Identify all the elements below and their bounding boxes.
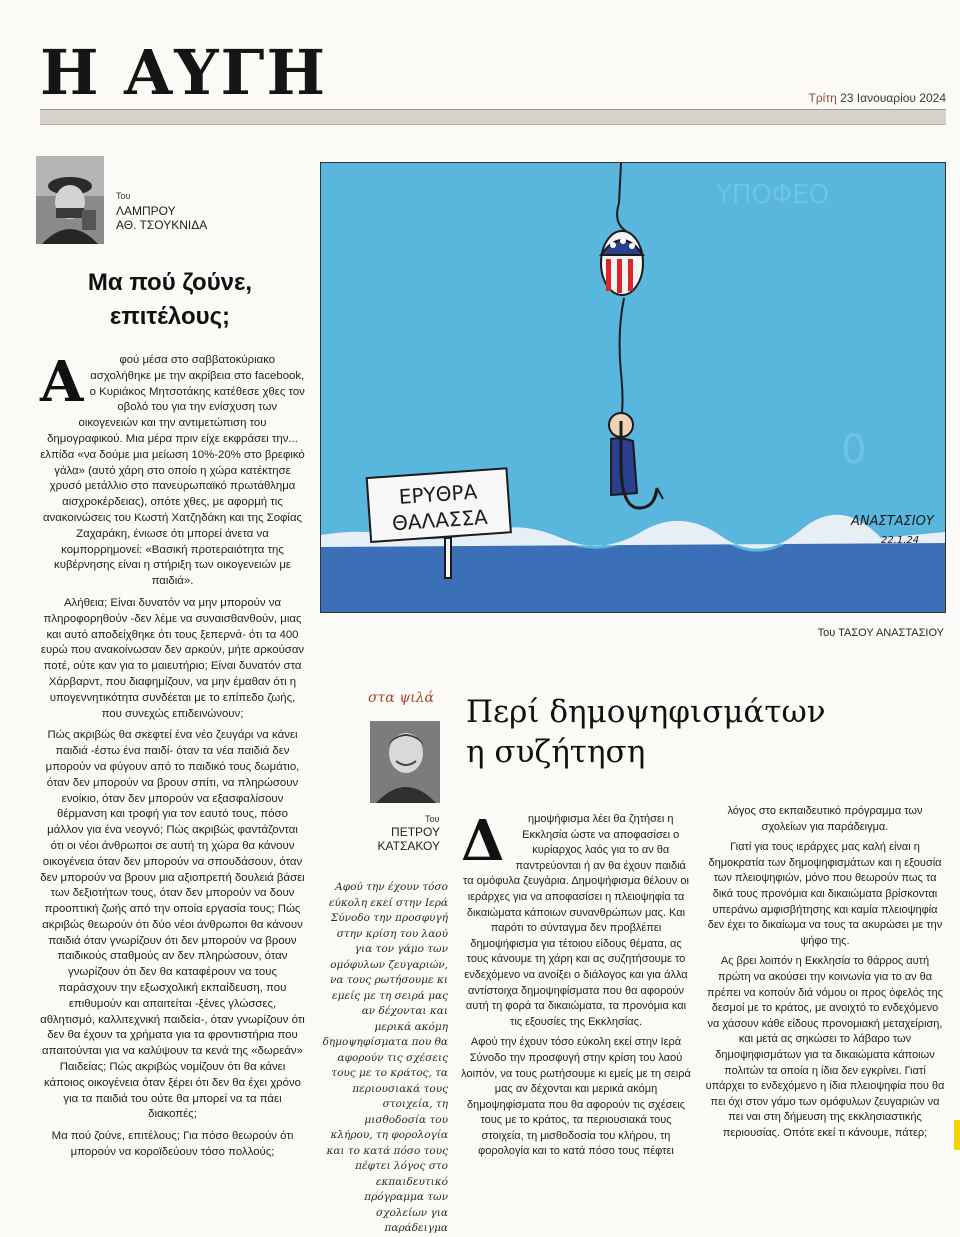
article-title <box>60 266 280 334</box>
article2-headline-line2: η συζήτηση <box>466 734 646 770</box>
author-byline-prefix: Του <box>116 191 131 201</box>
article2-body-col1 <box>461 808 691 1165</box>
author-name <box>116 204 207 232</box>
article2-paragraph: Γιατί για τους ιεράρχες μας καλή είναι η δημοκρατία των δημοψηφισμάτων και η εξουσία των πλειοψηφιών, μόνο που θεωρούν πως τα δικά τους προνόμια και δικαιώματα βρίσκονται υπεράνω αμφισβήτησης και καμία πλειοψηφία δεν έχει το δικαίωμα να τους τα ακυρώσει με την ψήφο της. <box>707 841 943 947</box>
svg-text:0: 0 <box>841 427 867 473</box>
article-title-line2: επιτέλους; <box>109 303 231 330</box>
column-kicker: στα ψιλά <box>368 690 435 706</box>
article-body <box>40 349 305 1167</box>
author-photo <box>370 721 440 803</box>
author2-byline-prefix: Του <box>425 814 440 824</box>
page-edge-marker <box>954 1120 960 1150</box>
article-paragraph: Α φού μέσα στο σαββατοκύριακο ασχολήθηκε με την ακρίβεια στο facebook, ο Κυριάκος Μητσοτάκης κατέθεσε χθες τον οβολό του για την ενίσχυση των οικογενειών και την αντιμετώπιση του δημογραφικού. Μια μέρα πριν είχε εκφράσει την... ελπίδα «να δούμε μια μείωση 10%-20% στο βρεφικό γάλα» (αυτό χάρη στο οποίο η χώρα κατέκτησε χρυσό μετάλλιο στο πανευρωπαϊκό πρωτάθλημα αισχροκέρδειας), οπότε χθες, με αφορμή τις ανακοινώσεις του Κωστή Χατζηδάκη και της Σοφίας Ζαχαράκη, ένιωσε ότι μπορεί άνετα να κομπορρημονεί: «Βασική προτεραιότητα της κυβέρνησης είναι η στήριξη των οικογενειών με παιδιά». <box>40 349 305 588</box>
article-paragraph: Πώς ακριβώς θα σκεφτεί ένα νέο ζευγάρι να κάνει παιδιά -έστω ένα παιδί- όταν τα νέα παιδιά δεν μπορούν να φύγουν από το παιδικό τους δωμάτιο, όταν δεν μπορούν να βρουν σπίτι, να πληρώσουν ενοίκιο, όταν δεν μπορούν να εξασφαλίσουν θέρμανση και τροφή για τον εαυτό τους, πόσο μάλλον για ένα νεογνό; Πώς ακριβώς φαντάζονται ότι οι νέοι άνθρωποι σε αυτή τη χώρα θα κάνουν οικογένεια όταν δεν μπορούν να σπουδάσουν, όταν δεν μπορούν να βρουν μια αξιοπρεπή δουλειά βάσει των δεξιοτήτων τους, όταν δεν μπορούν να δουν προοπτική ζωής από την οποία εργασία τους; Πώς ακριβώς θεωρούν ότι δύο νέοι άνθρωποι θα κάνουν παιδιά όταν γνωρίζουν ότι δεν μπορούν να βρουν παιδικούς σταθμούς αν δεν πληρώσουν, όταν γνωρίζουν ότι δεν θα καταφέρουν να τους παράσχουν την εξωσχολική εκπαίδευση, που επιθυμούν και απαιτείται -ξένες γλώσσες, αθλητισμό, καλλιτεχνική παιδεία-, όταν γνωρίζουν ότι δεν θα έχουν τα χρήματα για τα φροντιστήρια που απαιτούνται για να καλύψουν τα κενά της «δωρεάν» Παιδείας; Πώς ακριβώς νομίζουν ότι θα κάνει κάποιος οικογένεια όταν ξέρει ότι δεν θα έχει χρόνο για τα παιδιά του ούτε θα μπορεί να τα πάει διακοπές; <box>40 729 305 1121</box>
author-name-line1: ΛΑΜΠΡΟΥ <box>116 204 176 218</box>
article2-paragraph: Ας βρει λοιπόν η Εκκλησία το θάρρος αυτή πρώτη να ακούσει την κοινωνία για το αν θα πρέπει να κοπούν διά νόμου οι προς όφελός της δεσμοί με το κράτος, με ανοιχτό το ενδεχόμενο να χάσουν κάθε είδους προνομιακή μεταχείριση, και μετά ας σηκώσει το λάβαρο των δημοψηφισμάτων για τα δικαιώματα κάποιων πολιτών τα οποία η ίδια δεν εγκρίνει. Γιατί υπάρχει το ενδεχόμενο η ίδια πλειοψηφία που θα πει όχι στον γάμο των ομόφυλων ζευγαριών να πει ναι στη δήμευση της εκκλησιαστικής περιουσίας. Οπότε εκεί τι κάνουμε, πάτερ; <box>705 955 945 1139</box>
cartoon-sign-line2: ΘΑΛΑΣΣΑ <box>391 504 489 536</box>
cartoon-signature-date: 22.1.24 <box>881 535 920 546</box>
author2-name <box>370 825 440 853</box>
author-photo <box>36 156 104 244</box>
article-paragraph: Αλήθεια; Είναι δυνατόν να μην μπορούν να πληροφορηθούν -δεν λέμε να συναισθανθούν, μιας και αυτό αποδείχθηκε ότι τους ξεπερνά- ότι τα 400 ευρώ που ανακοίνωσαν δεν αρκούν, μήτε αρκούσαν ποτέ, ούτε καν για το μαιευτήριο; Είναι δυνατόν στα Χάρβαρντ, που διαφημίζουν, να μην έμαθαν ότι η υπογεννητικότητα συνδέεται με το επίπεδο ζωής, που συνεχώς επιδεινώνουν; <box>40 596 305 720</box>
pull-quote: Αφού την έχουν τόσο εύκολη εκεί στην Ιερά Σύνοδο την προσφυγή στην κρίση του λαού για τον γάμο των ομόφυλων ζευγαριών, να τους ρωτήσουμε κι εμείς με τη σειρά μας αν δέχονται και μερικά ακόμη δημοψηφίσματα που θα αφορούν τις σχέσεις τους με το κράτος, τα περιουσιακά τους στοιχεία, τη μισθοδοσία του κλήρου, τη φορολογία και το κατά πόσο τους πέφτει λόγος στο εκπαιδευτικό πρόγραμμα των σχολείων για παράδειγμα <box>322 881 448 1234</box>
header-rule <box>40 109 946 125</box>
article-title-line1: Μα πού ζούνε, <box>87 269 253 296</box>
drop-cap: Δ <box>461 808 505 874</box>
author2-name-line2: ΚΑΤΣΑΚΟΥ <box>377 839 440 853</box>
date-text: 23 Ιανουαρίου 2024 <box>840 91 946 105</box>
date-day: Τρίτη <box>808 91 837 105</box>
author-name-line2: ΑΘ. ΤΣΟΥΚΝΙΔΑ <box>116 218 208 232</box>
cartoon-credit: Του ΤΑΣΟΥ ΑΝΑΣΤΑΣΙΟΥ <box>817 627 944 639</box>
dateline <box>809 91 946 105</box>
article2-paragraph: λόγος στο εκπαιδευτικό πρόγραμμα των σχολείων για παράδειγμα. <box>727 805 923 833</box>
author2-name-line1: ΠΕΤΡΟΥ <box>391 825 440 839</box>
cartoon-sign-line1: ΕΡΥΘΡΑ <box>398 479 478 509</box>
cartoon-signature: ΑΝΑΣΤΑΣΙΟΥ <box>851 514 934 529</box>
masthead: Η ΑΥΓΗ <box>40 36 328 109</box>
article2-headline <box>466 692 886 772</box>
article2-paragraph: Αφού την έχουν τόσο εύκολη εκεί στην Ιερά Σύνοδο την προσφυγή στην κρίση του λαού λοιπόν, να τους ρωτήσουμε κι εμείς με τη σειρά μας αν δέχονται και μερικά ακόμη δημοψηφίσματα που θα αφορούν τις σχέσεις τους με το κράτος, τα περιουσιακά τους στοιχεία, τη μισθοδοσία του κλήρου, τη φορολογία και το κατά πόσο τους πέφτει <box>461 1036 691 1158</box>
svg-text:ΥΠΟΦΕΟ: ΥΠΟΦΕΟ <box>716 180 830 210</box>
article2-headline-line1: Περί δημοψηφισμάτων <box>466 694 826 730</box>
article2-paragraph: Δ ημοψήφισμα λέει θα ζητήσει η Εκκλησία ώστε να αποφασίσει ο κυρίαρχος λαός για το αν θα παντρεύονται ή αν θα έχουν παιδιά τα ομόφυλα ζευγάρια. Δημοψήφισμα θέλουν οι ιεράρχες για να αποφασίσει η πλειοψηφία τα δικαιώματα κάποιων συνανθρώπων μας. Και παρότι το σύνταγμα δεν προβλέπει δημοψήφισμα για τέτοιου είδους θέματα, ας τους κάνουμε τη χάρη και ας συζητήσουμε το ενδεχόμενο να ανοίξει ο διάλογος και για άλλα αντίστοιχα δημοψηφίσματα που θα αφορούν αυτή τη φορά τα δικαιώματα, τα προνόμια και τις εξουσίες της Εκκλησίας. <box>461 808 689 1028</box>
drop-cap: Α <box>40 349 84 415</box>
article-paragraph: Μα πού ζούνε, επιτέλους; Για πόσο θεωρούν ότι μπορούν να κοροϊδεύουν τόσο πολλούς; <box>51 1130 294 1159</box>
article2-body-col2 <box>705 804 945 1146</box>
political-cartoon <box>320 162 946 613</box>
